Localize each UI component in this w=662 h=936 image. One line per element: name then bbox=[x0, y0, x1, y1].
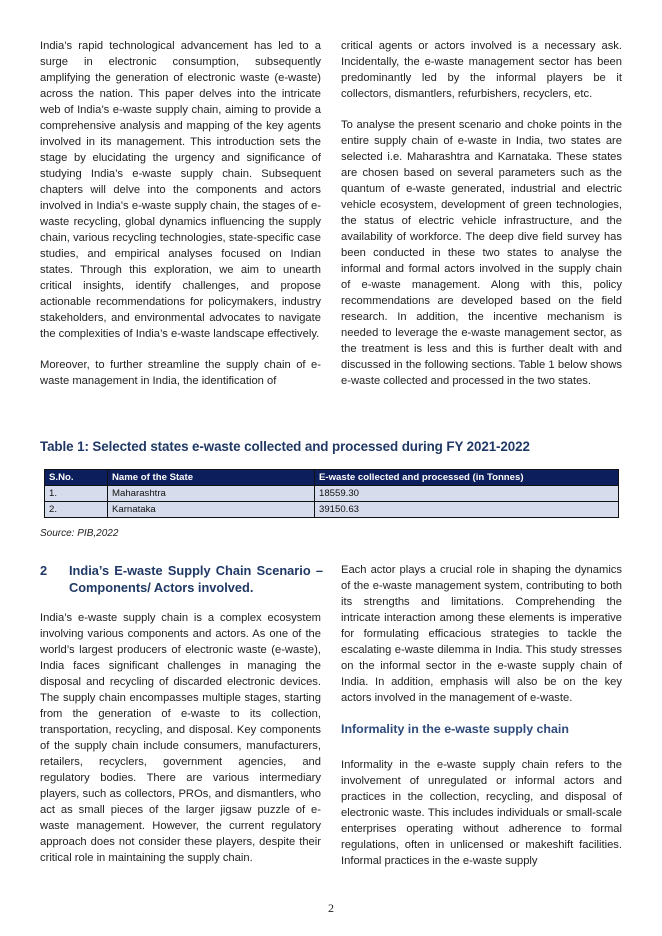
critical-agents-paragraph: critical agents or actors involved is a necessary ask. Incidentally, the e-waste management sector has been predominantly led by the informal players be it collectors, dismantlers, refurbishers, recyclers, etc. bbox=[341, 40, 622, 100]
analysis-paragraph: To analyse the present scenario and choke points in the entire supply chain of e-waste in India, two states are selected i.e. Maharashtra and Karnataka. These states are chosen based on several parameters such as the quantum of e-waste generated, industrial and electric vehicle ecosystem, development of green technologies, the status of electric vehicle infrastructure, and the availability of workforce. The deep dive field survey has been conducted in these two states to analyse the informal and formal actors involved in the supply chain of e-waste management. Along with this, policy recommendations are developed based on the field research. In addition, the incentive mechanism is needed to leverage the e-waste management sector, as the treatment is less and this is further dealt with and discussed in the following sections. Table 1 below shows e-waste collected and processed in the two states. bbox=[341, 119, 622, 387]
informality-paragraph: Informality in the e-waste supply chain refers to the involvement of unregulated or informal actors and practices in the collection, recycling, and disposal of electronic waste. This includes individuals or small-scale enterprises operating without adherence to formal regulations, often in unlicensed or makeshift facilities. Informal practices in the e-waste supply bbox=[341, 759, 622, 867]
bottom-left-column bbox=[40, 610, 321, 881]
cell-state: Karnataka bbox=[108, 502, 315, 518]
header-state: Name of the State bbox=[108, 470, 315, 486]
supply-chain-paragraph: India’s e-waste supply chain is a complex ecosystem involving various components and actors. As one of the world’s largest producers of electronic waste (e-waste), India faces significant challenges in managing the disposal and recycling of discarded electronic devices. The supply chain encompasses multiple stages, starting from the generation of e-waste to its collection, transportation, recycling, and disposal. Key components of the supply chain include consumers, manufacturers, retailers, recyclers, government agencies, and regulatory bodies. There are various intermediary players, such as collectors, PROs, and dismantlers, who act as small pieces of the larger jigsaw puzzle of e-waste management. However, the current regulatory approach does not consider these players, despite their critical role in maintaining the supply chain. bbox=[40, 612, 321, 864]
actors-paragraph: Each actor plays a crucial role in shaping the dynamics of the e-waste management system, contributing to both its strengths and limitations. Comprehending the intricate interaction among these elements is imperative for formulating efficacious strategies to tackle the escalating e-waste dilemma in India. This study stresses on the informal sector in the e-waste supply chain of India. In addition, emphasis will also be on the key actors involved in the management of e-waste. bbox=[341, 564, 622, 704]
cell-ewaste: 39150.63 bbox=[315, 502, 619, 518]
table-header-row bbox=[45, 470, 619, 486]
cell-sno: 2. bbox=[45, 502, 108, 518]
informality-subheading: Informality in the e-waste supply chain bbox=[341, 722, 569, 736]
section-number: 2 bbox=[40, 563, 48, 578]
streamline-paragraph: Moreover, to further streamline the supply chain of e-waste management in India, the identification of bbox=[40, 359, 321, 387]
header-ewaste: E-waste collected and processed (in Tonnes) bbox=[315, 470, 619, 486]
header-sno: S.No. bbox=[45, 470, 108, 486]
table-row bbox=[45, 502, 619, 518]
cell-state: Maharashtra bbox=[108, 486, 315, 502]
section-heading bbox=[40, 562, 323, 596]
top-right-column bbox=[341, 38, 622, 404]
table-title: Table 1: Selected states e-waste collected and processed during FY 2021-2022 bbox=[40, 439, 530, 454]
table-row bbox=[45, 486, 619, 502]
page-number: 2 bbox=[328, 901, 334, 915]
top-left-column bbox=[40, 38, 321, 404]
ewaste-table bbox=[44, 469, 619, 518]
table-source: Source: PIB,2022 bbox=[40, 528, 119, 539]
bottom-right-column bbox=[341, 562, 622, 884]
intro-paragraph: India’s rapid technological advancement has led to a surge in electronic consumption, subsequently amplifying the generation of electronic waste (e-waste) across the nation. This paper delves into the intricate web of India’s e-waste supply chain, aiming to provide a comprehensive analysis and mapping of the key agents involved in its management. This introduction sets the stage by elucidating the urgency and significance of studying India’s e-waste supply chain. Subsequent chapters will delve into the components and actors involved in India’s e-waste supply chain, the stages of e-waste recycling, global dynamics influencing the supply chain, various recycling technologies, state-specific case studies, and empirical analyses focused on Indian states. Through this exploration, we aim to unearth critical insights, identify challenges, and propose actionable recommendations for policymakers, industry stakeholders, and environmental advocates to navigate the complexities of India’s e-waste landscape effectively. bbox=[40, 40, 321, 340]
cell-sno: 1. bbox=[45, 486, 108, 502]
cell-ewaste: 18559.30 bbox=[315, 486, 619, 502]
section-title: India’s E-waste Supply Chain Scenario – Components/ Actors involved. bbox=[69, 563, 323, 595]
